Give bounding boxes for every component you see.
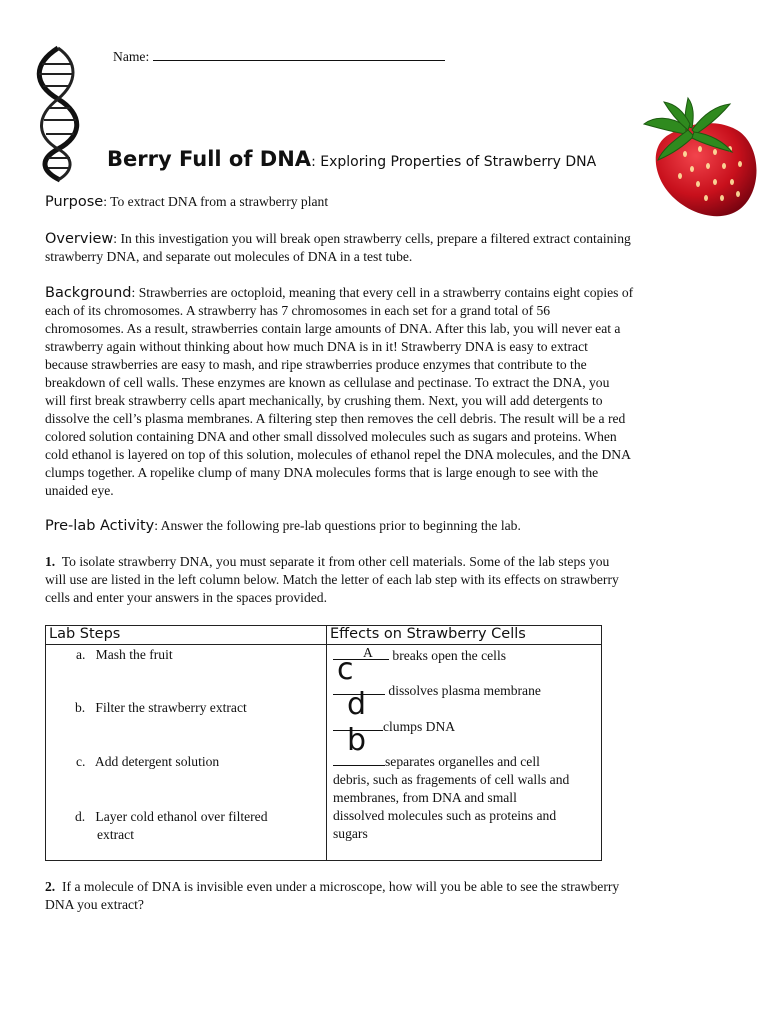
purpose-text: : To extract DNA from a strawberry plant xyxy=(103,194,329,209)
answer-blank[interactable]: A xyxy=(333,647,389,660)
question-1-line: cells and enter your answers in the spaces provided. xyxy=(45,590,327,605)
effect-row: c dissolves plasma membrane xyxy=(333,682,541,699)
name-label: Name: xyxy=(113,49,150,64)
matching-table xyxy=(45,625,602,861)
handwritten-answer: c xyxy=(337,652,354,687)
background-line: colored solution containing DNA and other small dissolved molecules such as sugars and proteins. When xyxy=(45,429,617,444)
lab-step-c: c. Add detergent solution xyxy=(76,754,220,769)
background-section xyxy=(45,284,735,500)
background-line: breakdown of cell walls. These enzymes are known as cellulase and pectinase. To extract the DNA, you xyxy=(45,375,610,390)
overview-section xyxy=(45,230,725,266)
prelab-text: : Answer the following pre-lab questions prior to beginning the lab. xyxy=(154,518,521,533)
background-line: : Strawberries are octoploid, meaning that every cell in a strawberry contains eight copies of xyxy=(131,285,634,300)
name-field[interactable] xyxy=(113,48,445,65)
title-subtitle: : Exploring Properties of Strawberry DNA xyxy=(311,154,597,170)
page-title xyxy=(107,147,596,171)
handwritten-answer: b xyxy=(347,723,367,758)
question-1-line: To isolate strawberry DNA, you must separate it from other cell materials. Some of the lab steps you xyxy=(61,554,610,569)
question-2-number: 2. xyxy=(45,879,56,894)
background-label: Background xyxy=(45,285,132,301)
lab-step-b: b. Filter the strawberry extract xyxy=(75,700,247,715)
question-1-line: will use are listed in the left column below. Match the letter of each lab step with its effects on strawberry xyxy=(45,572,619,587)
effect-row: A breaks open the cells xyxy=(333,647,506,664)
overview-line-2: strawberry DNA, and separate out molecules of DNA in a test tube. xyxy=(45,249,413,264)
purpose-label: Purpose xyxy=(45,194,104,210)
dna-helix-icon xyxy=(28,44,98,184)
lab-steps-column xyxy=(46,645,327,861)
effect-row: b separates organelles and cell debris, such as fragements of cell walls and membranes, from DNA and small dissolved molecules such as proteins and sugars xyxy=(333,723,570,841)
strawberry-icon xyxy=(640,94,762,226)
background-line: will first break strawberry cells apart mechanically, by crushing them. Next, you will add detergents to xyxy=(45,393,603,408)
background-line: dissolve the cell’s plasma membranes. A filtering step then removes the cell debris. The result will be a red xyxy=(45,411,626,426)
background-line: strawberry again without thinking about how much DNA is in it! Strawberry DNA is easy to extract xyxy=(45,339,588,354)
question-2-line: DNA you extract? xyxy=(45,897,144,912)
handwritten-answer: d xyxy=(347,687,367,722)
overview-line-1: : In this investigation you will break open strawberry cells, prepare a filtered extract containing xyxy=(113,231,631,246)
effects-column xyxy=(327,645,602,861)
header-lab-steps: Lab Steps xyxy=(46,626,327,645)
background-line: unaided eye. xyxy=(45,483,114,498)
background-line: clumps together. A ropelike clump of many DNA molecules forms that is large enough to see with the xyxy=(45,465,599,480)
prelab-label: Pre-lab Activity xyxy=(45,518,155,534)
answer-blank[interactable] xyxy=(333,723,385,766)
effect-row: d clumps DNA xyxy=(333,718,455,735)
title-bold: Berry Full of DNA xyxy=(107,147,312,171)
lab-step-a: a. Mash the fruit xyxy=(76,647,173,662)
background-line: cold ethanol is layered on top of this solution, molecules of ethanol repel the DNA molecules, and the DNA xyxy=(45,447,631,462)
lab-step-d: d. Layer cold ethanol over filtered extract xyxy=(75,809,268,842)
purpose-section xyxy=(45,193,328,211)
question-2-line: If a molecule of DNA is invisible even under a microscope, how will you be able to see the strawberry xyxy=(62,879,620,894)
prelab-section xyxy=(45,517,521,535)
name-line[interactable] xyxy=(153,48,445,61)
background-line: because strawberries are easy to mash, and ripe strawberries produce enzymes that contribute to the xyxy=(45,357,587,372)
question-2 xyxy=(45,878,735,914)
header-effects: Effects on Strawberry Cells xyxy=(327,626,602,645)
overview-label: Overview xyxy=(45,231,114,247)
background-line: each of its chromosomes. A strawberry has 7 chromosomes in each set for a grand total of 56 xyxy=(45,303,551,318)
question-1-number: 1. xyxy=(45,554,56,569)
background-line: chromosomes. As a result, strawberries contain large amounts of DNA. After this lab, you will never eat a xyxy=(45,321,621,336)
question-1 xyxy=(45,553,735,607)
